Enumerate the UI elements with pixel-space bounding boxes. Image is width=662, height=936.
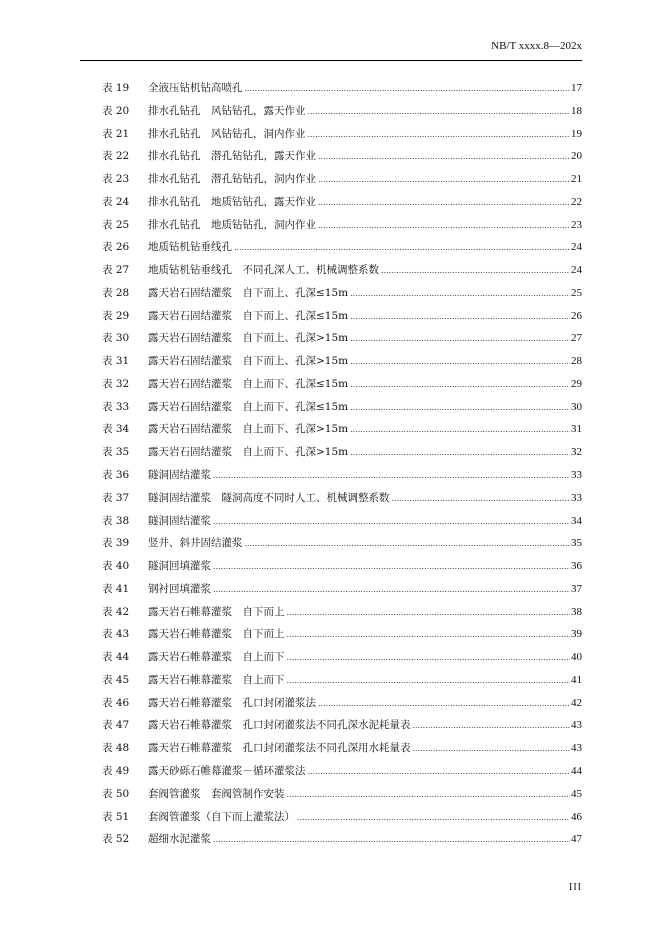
toc-leader-dots bbox=[308, 101, 571, 124]
toc-leader-dots bbox=[213, 511, 570, 534]
toc-entry-label: 表 39 bbox=[102, 537, 130, 550]
toc-entry-page: 42 bbox=[571, 696, 582, 709]
toc-entry-title: 地质钻机钻垂线孔 不同孔深人工、机械调整系数 bbox=[148, 264, 379, 277]
toc-entry-page: 43 bbox=[571, 719, 582, 732]
toc-entry-title: 隧洞回填灌浆 bbox=[148, 560, 211, 573]
toc-entry-page: 21 bbox=[571, 173, 582, 186]
toc-entry-label: 表 44 bbox=[102, 651, 130, 664]
toc-leader-dots bbox=[318, 215, 570, 238]
toc-entry[interactable] bbox=[102, 282, 582, 305]
toc-leader-dots bbox=[213, 829, 570, 852]
toc-entry[interactable] bbox=[102, 145, 582, 168]
toc-entry-title: 露天岩石帷幕灌浆 自上而下 bbox=[148, 673, 285, 686]
toc-entry[interactable] bbox=[102, 783, 582, 806]
toc-leader-dots bbox=[350, 306, 570, 329]
toc-entry[interactable] bbox=[102, 168, 582, 191]
toc-entry-title: 露天岩石帷幕灌浆 自下而上 bbox=[148, 628, 285, 641]
toc-entry-label: 表 24 bbox=[102, 195, 130, 208]
toc-leader-dots bbox=[350, 328, 570, 351]
toc-entry-label: 表 21 bbox=[102, 127, 130, 140]
toc-entry-page: 27 bbox=[571, 332, 582, 345]
header-rule bbox=[80, 60, 582, 61]
toc-leader-dots bbox=[350, 283, 570, 306]
toc-entry[interactable] bbox=[102, 487, 582, 510]
toc-entry-label: 表 49 bbox=[102, 764, 130, 777]
toc-entry-title: 露天岩石固结灌浆 自下而上、孔深≤15m bbox=[148, 309, 349, 322]
toc-entry[interactable] bbox=[102, 350, 582, 373]
toc-leader-dots bbox=[213, 579, 570, 602]
toc-entry[interactable] bbox=[102, 510, 582, 533]
toc-entry[interactable] bbox=[102, 806, 582, 829]
toc-entry[interactable] bbox=[102, 259, 582, 282]
toc-entry-page: 26 bbox=[571, 309, 582, 322]
toc-leader-dots bbox=[350, 442, 570, 465]
toc-entry-page: 17 bbox=[571, 82, 582, 94]
page-number: III bbox=[569, 882, 582, 893]
toc-entry[interactable] bbox=[102, 191, 582, 214]
toc-entry-label: 表 31 bbox=[102, 355, 130, 368]
toc-leader-dots bbox=[350, 374, 570, 397]
toc-entry-page: 29 bbox=[571, 377, 582, 390]
toc-entry-page: 34 bbox=[571, 514, 582, 527]
toc-entry[interactable] bbox=[102, 418, 582, 441]
toc-entry-label: 表 52 bbox=[102, 833, 130, 846]
toc-entry-title: 竖井、斜井固结灌浆 bbox=[148, 537, 243, 550]
toc-entry-title: 露天岩石帷幕灌浆 自下而上 bbox=[148, 605, 285, 618]
toc-leader-dots bbox=[297, 807, 570, 830]
toc-entry-label: 表 41 bbox=[102, 582, 130, 595]
document-code: NB/T xxxx.8—202x bbox=[491, 40, 582, 52]
toc-entry-page: 37 bbox=[571, 582, 582, 595]
toc-entry-label: 表 25 bbox=[102, 218, 130, 231]
toc-entry-title: 排水孔钻孔 潜孔钻钻孔，洞内作业 bbox=[148, 173, 316, 186]
toc-leader-dots bbox=[350, 419, 570, 442]
toc-entry-label: 表 32 bbox=[102, 377, 130, 390]
toc-entry-page: 40 bbox=[571, 651, 582, 664]
toc-entry[interactable] bbox=[102, 123, 582, 146]
toc-entry-label: 表 47 bbox=[102, 719, 130, 732]
toc-entry[interactable] bbox=[102, 601, 582, 624]
toc-leader-dots bbox=[318, 192, 570, 215]
toc-leader-dots bbox=[245, 533, 571, 556]
toc-entry-page: 18 bbox=[571, 104, 582, 117]
toc-entry[interactable] bbox=[102, 555, 582, 578]
toc-entry-page: 39 bbox=[571, 628, 582, 641]
toc-entry[interactable] bbox=[102, 305, 582, 328]
toc-entry[interactable] bbox=[102, 623, 582, 646]
toc-entry-page: 28 bbox=[571, 355, 582, 368]
toc-entry-label: 表 28 bbox=[102, 286, 130, 299]
toc-leader-dots bbox=[234, 237, 570, 260]
toc-entry[interactable] bbox=[102, 214, 582, 237]
toc-entry-label: 表 29 bbox=[102, 309, 130, 322]
toc-leader-dots bbox=[392, 488, 571, 511]
toc-entry-page: 22 bbox=[571, 195, 582, 208]
toc-entry[interactable] bbox=[102, 760, 582, 783]
toc-entry-title: 套阀管灌浆（自下而上灌浆法） bbox=[148, 810, 295, 823]
toc-leader-dots bbox=[350, 397, 570, 420]
toc-entry-title: 排水孔钻孔 风钻钻孔，洞内作业 bbox=[148, 127, 306, 140]
toc-entry-title: 排水孔钻孔 潜孔钻钻孔，露天作业 bbox=[148, 150, 316, 163]
toc-entry-label: 表 51 bbox=[102, 810, 130, 823]
toc-entry-page: 36 bbox=[571, 560, 582, 573]
toc-entry-title: 露天岩石固结灌浆 自下而上、孔深>15m bbox=[148, 355, 349, 368]
toc-entry-page: 47 bbox=[571, 833, 582, 846]
toc-entry-label: 表 35 bbox=[102, 446, 130, 459]
toc-entry-page: 25 bbox=[571, 286, 582, 299]
toc-entry-label: 表 22 bbox=[102, 150, 130, 163]
toc-leader-dots bbox=[213, 465, 570, 488]
toc-entry-label: 表 48 bbox=[102, 742, 130, 755]
toc-entry-title: 排水孔钻孔 地质钻钻孔，洞内作业 bbox=[148, 218, 316, 231]
toc-leader-dots bbox=[413, 715, 571, 738]
toc-leader-dots bbox=[318, 693, 570, 716]
toc-entry-label: 表 19 bbox=[102, 82, 130, 94]
toc-entry-page: 33 bbox=[571, 491, 582, 504]
toc-entry[interactable] bbox=[102, 236, 582, 259]
toc-entry-page: 23 bbox=[571, 218, 582, 231]
toc-entry-label: 表 34 bbox=[102, 423, 130, 436]
toc-entry[interactable] bbox=[102, 714, 582, 737]
toc-leader-dots bbox=[287, 784, 571, 807]
toc-entry[interactable] bbox=[102, 692, 582, 715]
toc-leader-dots bbox=[413, 738, 571, 761]
toc-entry-title: 露天岩石固结灌浆 自上而下、孔深≤15m bbox=[148, 400, 349, 413]
toc-leader-dots bbox=[318, 146, 570, 169]
toc-entry-title: 隧洞固结灌浆 bbox=[148, 514, 211, 527]
toc-entry-label: 表 46 bbox=[102, 696, 130, 709]
toc-entry[interactable] bbox=[102, 646, 582, 669]
toc-entry-title: 超细水泥灌浆 bbox=[148, 833, 211, 846]
toc-entry-label: 表 43 bbox=[102, 628, 130, 641]
toc-entry-label: 表 27 bbox=[102, 264, 130, 277]
toc-entry-page: 33 bbox=[571, 469, 582, 482]
toc-entry[interactable] bbox=[102, 532, 582, 555]
toc-entry-title: 露天岩石帷幕灌浆 孔口封闭灌浆法不同孔深用水耗量表 bbox=[148, 742, 411, 755]
toc-entry-label: 表 36 bbox=[102, 469, 130, 482]
toc-entry[interactable] bbox=[102, 828, 582, 851]
table-of-contents bbox=[102, 77, 582, 851]
toc-leader-dots bbox=[213, 556, 570, 579]
toc-entry-page: 44 bbox=[571, 764, 582, 777]
toc-leader-dots bbox=[318, 169, 570, 192]
toc-entry-title: 露天砂砾石帷幕灌浆－循环灌浆法 bbox=[148, 764, 306, 777]
toc-entry-page: 45 bbox=[571, 787, 582, 800]
toc-leader-dots bbox=[381, 260, 570, 283]
toc-entry-label: 表 38 bbox=[102, 514, 130, 527]
toc-entry-title: 露天岩石帷幕灌浆 孔口封闭灌浆法不同孔深水泥耗量表 bbox=[148, 719, 411, 732]
toc-entry[interactable] bbox=[102, 737, 582, 760]
toc-entry-label: 表 23 bbox=[102, 173, 130, 186]
toc-leader-dots bbox=[350, 351, 570, 374]
toc-entry-title: 露天岩石固结灌浆 自上而下、孔深≤15m bbox=[148, 377, 349, 390]
toc-entry-page: 24 bbox=[571, 241, 582, 254]
toc-entry-title: 露天岩石固结灌浆 自下而上、孔深>15m bbox=[148, 332, 349, 345]
toc-entry-title: 排水孔钻孔 地质钻钻孔，露天作业 bbox=[148, 195, 316, 208]
toc-entry-title: 钢衬回填灌浆 bbox=[148, 582, 211, 595]
toc-entry-label: 表 40 bbox=[102, 560, 130, 573]
toc-entry-label: 表 30 bbox=[102, 332, 130, 345]
toc-entry[interactable] bbox=[102, 464, 582, 487]
toc-entry-title: 全液压钻机钻高喷孔 bbox=[148, 82, 243, 94]
toc-entry-page: 20 bbox=[571, 150, 582, 163]
toc-entry-page: 24 bbox=[571, 264, 582, 277]
toc-leader-dots bbox=[287, 647, 571, 670]
toc-entry-title: 露天岩石帷幕灌浆 自上而下 bbox=[148, 651, 285, 664]
toc-entry-label: 表 37 bbox=[102, 491, 130, 504]
toc-entry-page: 46 bbox=[571, 810, 582, 823]
toc-entry[interactable] bbox=[102, 373, 582, 396]
toc-entry-label: 表 42 bbox=[102, 605, 130, 618]
toc-entry-title: 露天岩石帷幕灌浆 孔口封闭灌浆法 bbox=[148, 696, 316, 709]
toc-leader-dots bbox=[287, 670, 571, 693]
toc-entry[interactable] bbox=[102, 669, 582, 692]
toc-entry[interactable] bbox=[102, 77, 582, 100]
toc-entry-page: 32 bbox=[571, 446, 582, 459]
toc-entry-page: 41 bbox=[571, 673, 582, 686]
toc-entry[interactable] bbox=[102, 441, 582, 464]
toc-entry[interactable] bbox=[102, 578, 582, 601]
toc-entry-title: 地质钻机钻垂线孔 bbox=[148, 241, 232, 254]
toc-entry-title: 排水孔钻孔 风钻钻孔，露天作业 bbox=[148, 104, 306, 117]
toc-entry-label: 表 26 bbox=[102, 241, 130, 254]
toc-entry[interactable] bbox=[102, 396, 582, 419]
toc-entry-page: 38 bbox=[571, 605, 582, 618]
toc-entry-title: 隧洞固结灌浆 bbox=[148, 469, 211, 482]
toc-entry-title: 露天岩石固结灌浆 自上而下、孔深>15m bbox=[148, 446, 349, 459]
toc-entry-page: 30 bbox=[571, 400, 582, 413]
toc-entry-title: 露天岩石固结灌浆 自上而下、孔深>15m bbox=[148, 423, 349, 436]
toc-entry-label: 表 33 bbox=[102, 400, 130, 413]
toc-entry[interactable] bbox=[102, 327, 582, 350]
toc-leader-dots bbox=[287, 624, 571, 647]
toc-entry-title: 套阀管灌浆 套阀管制作安装 bbox=[148, 787, 285, 800]
toc-entry-label: 表 20 bbox=[102, 104, 130, 117]
toc-leader-dots bbox=[245, 78, 571, 101]
toc-entry-title: 隧洞固结灌浆 隧洞高度不同时人工、机械调整系数 bbox=[148, 491, 390, 504]
toc-leader-dots bbox=[287, 602, 571, 625]
toc-entry-label: 表 50 bbox=[102, 787, 130, 800]
toc-entry[interactable] bbox=[102, 100, 582, 123]
toc-leader-dots bbox=[308, 124, 571, 147]
toc-entry-page: 31 bbox=[571, 423, 582, 436]
toc-entry-page: 19 bbox=[571, 127, 582, 140]
toc-entry-page: 43 bbox=[571, 742, 582, 755]
toc-entry-page: 35 bbox=[571, 537, 582, 550]
toc-leader-dots bbox=[308, 761, 571, 784]
toc-entry-label: 表 45 bbox=[102, 673, 130, 686]
toc-entry-title: 露天岩石固结灌浆 自下而上、孔深≤15m bbox=[148, 286, 349, 299]
